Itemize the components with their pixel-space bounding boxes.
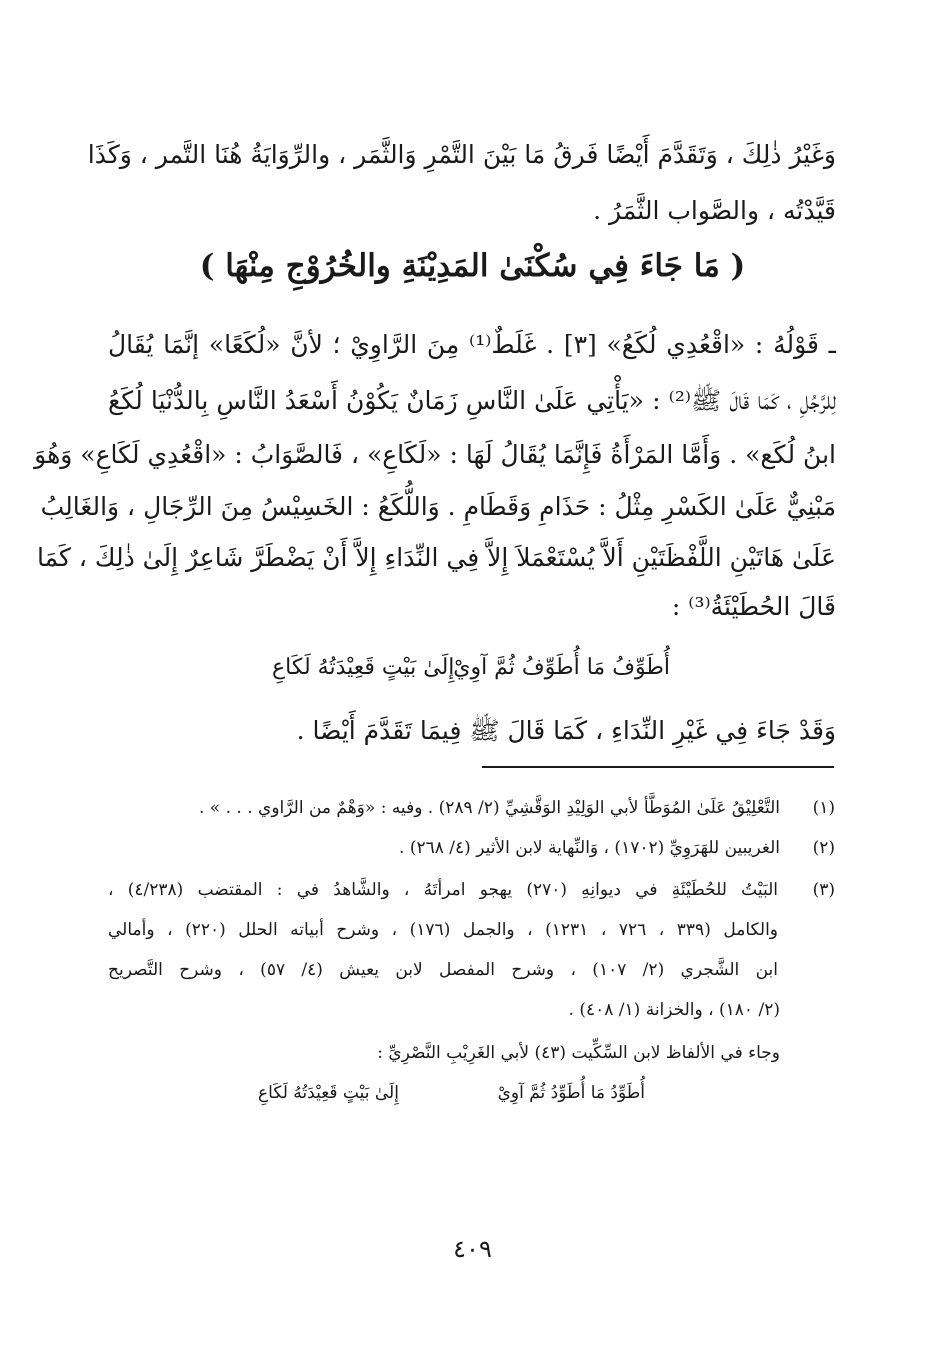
verse-hemistich-left: إِلَىٰ بَيْتٍ قَعِيْدَتُهُ لَكَاعِ [272,655,455,680]
footnote-text: والكامل (٣٣٩ ، ٧٢٦ ، ١٢٣١) ، والجمل (١٧٦) ، وشرح أبياته الحلل (٢٢٠) ، وأمالي [108,920,778,940]
text-line: مَبْنِيٌّ عَلَىٰ الكَسْرِ مِثْلُ : حَذَامِ وَقَطَامِ . وَاللُّكَعُ : الخَسِيْسُ مِنَ الرِّجَالِ ، وَالغَالِبُ [40,492,836,521]
text-line: لِلرَّجُلِ ، كَمَا قَالَ ﷺ⁽²⁾ : «يَأْتِي عَلَىٰ النَّاسِ زَمَانٌ يَكُوْنُ أَسْعَدُ النَّاسِ بِالدُّنْيَا لُكَعُ [108,386,836,415]
text-line: عَلَىٰ هَاتَيْنِ اللَّفْظَتَيْنِ أَلاَّ يُسْتَعْمَلاَ إِلاَّ فِي النِّدَاءِ إِلاَّ أَنْ يَضْطَرَّ شَاعِرٌ إِلَىٰ ذٰلِكَ ، كَمَا [36,543,836,572]
footnote-divider [482,766,834,768]
text-line: قَالَ الحُطَيْئَةُ⁽³⁾ : [671,592,836,621]
footnote-verse-left: إِلَىٰ بَيْتٍ قَعِيْدَتُهُ لَكَاعِ [258,1083,399,1103]
footnote-text: البَيْتُ للحُطَيْئَةِ في ديوانِهِ (٢٧٠) يهجو امرأتَهُ ، والشَّاهدُ في : المقتضب (٤/٢٣٨) ، [108,880,778,900]
footnote-text: ابن الشَّجري (٢/ ١٠٧) ، وشرح المفصل لابن يعيش (٤/ ٥٧) ، وشرح التَّصريح [108,960,778,980]
footnote-verse-right: أُطَوِّدُ مَا أُطَوِّدُ ثُمَّ آوِيْ [497,1083,645,1103]
text-line: قَيَّدْتُه ، والصَّواب الثَّمَرُ . [593,196,836,225]
verse-hemistich-right: أُطَوِّفُ مَا أُطَوِّفُ ثُمَّ آوِيْ [453,655,670,680]
footnote-text: وجاء في الألفاظ لابن السِّكِّيت (٤٣) لأبي الغَرِيْبِ النَّصْرِيِّ : [377,1043,780,1063]
page-number: ٤٠٩ [453,1235,492,1263]
text-line: وَغَيْرُ ذٰلِكَ ، وَتَقَدَّمَ أَيْضًا فَرقُ مَا بَيْنَ التَّمْرِ وَالثَّمَر ، والرِّوَايَةُ هُنَا التَّمر ، وَكَذَا [87,140,836,169]
footnote-number: (٣) [812,880,835,900]
footnote-text: التَّعْلِيْقُ عَلَىٰ المُوَطَّأ لأبي الوَلِيْدِ الوَقَّشِيِّ (٢/ ٢٨٩) . وفيه : «وَهْمٌ من الرَّاوي . . . » . [198,798,780,818]
text-line: ابنُ لُكَع» . وَأَمَّا المَرْأَةُ فَإِنَّمَا يُقَالُ لَهَا : «لَكَاعِ» ، فَالصَّوَابُ : «اقْعُدِي لَكَاعِ» وَهُوَ [34,440,836,469]
footnote-number: (١) [812,798,835,818]
footnote-number: (٢) [812,838,835,858]
footnote-text: الغريبين للهَرَوِيِّ (١٧٠٢) ، وَالنِّهاية لابن الأثير (٤/ ٢٦٨) . [399,838,780,858]
text-line: ـ قَوْلُهُ : «اقْعُدِي لُكَعُ» [٣] . غَلَطٌ⁽¹⁾ مِنَ الرَّاوِيْ ؛ لأنَّ «لُكَعًا» إنَّمَا يُقَالُ [108,330,836,359]
text-line: وَقَدْ جَاءَ فِي غَيْرِ النِّدَاءِ ، كَمَا قَالَ ﷺ فِيمَا تَقَدَّمَ أَيْضًا . [296,716,836,745]
section-heading: ( مَا جَاءَ فِي سُكْنَىٰ المَدِيْنَةِ والخُرُوْجِ مِنْهَا ) [199,248,746,284]
footnote-text: (٢/ ١٨٠) ، والخزانة (١/ ٤٠٨) . [568,1000,780,1020]
